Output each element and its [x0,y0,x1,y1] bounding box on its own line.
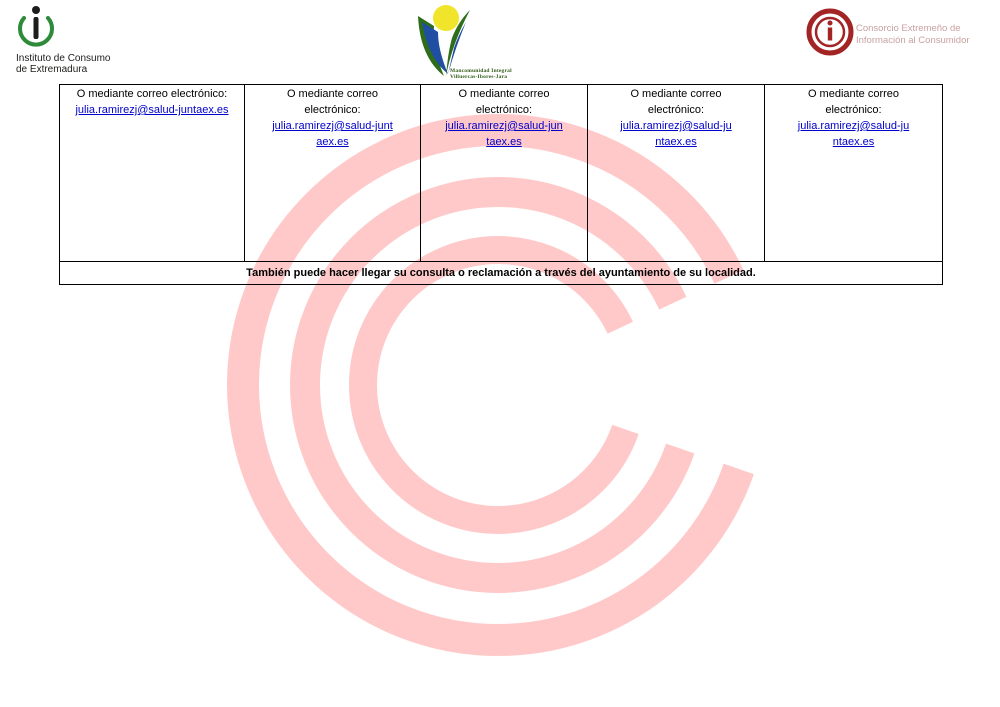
contacts-row [60,85,943,262]
email-link[interactable]: julia.ramirezj@salud-juntaex.es [620,120,732,148]
mancomunidad-logo [412,2,552,84]
footer-row [60,262,943,285]
contact-cell [245,85,421,262]
right-logo-line1: Consorcio Extremeño de [856,23,961,34]
footer-note: También puede hacer llegar su consulta o reclamación a través del ayuntamiento de su localidad. [60,262,943,285]
contact-prefix: O mediante correo electrónico: [76,88,228,100]
instituto-consumo-logo [14,4,144,76]
contact-cell [421,85,588,262]
contact-cell [765,85,943,262]
left-logo-line2: de Extremadura [16,64,88,75]
center-logo-line1: Mancomunidad Integral [450,68,512,74]
contact-prefix: O mediante correo electrónico: [286,88,379,116]
document-header [0,0,1000,84]
right-logo-line2: Información al Consumidor [856,35,970,46]
contact-table [59,84,943,285]
info-person-icon [16,4,56,50]
consorcio-logo [806,8,996,60]
email-link[interactable]: julia.ramirezj@salud-juntaex.es [75,104,229,116]
contact-prefix: O mediante correo electrónico: [458,88,550,116]
contact-cell [60,85,245,262]
left-logo-line1: Instituto de Consumo [16,53,111,64]
contact-prefix: O mediante correo electrónico: [630,88,722,116]
center-logo-line2: Villuercas-Ibores-Jara [450,74,508,80]
email-link[interactable]: julia.ramirezj@salud-juntaex.es [797,120,910,148]
email-link[interactable]: julia.ramirezj@salud-juntaex.es [445,120,563,148]
email-link[interactable]: julia.ramirezj@salud-juntaex.es [272,120,393,148]
contact-cell [588,85,765,262]
contact-prefix: O mediante correo electrónico: [807,88,900,116]
info-circle-icon [806,8,854,56]
